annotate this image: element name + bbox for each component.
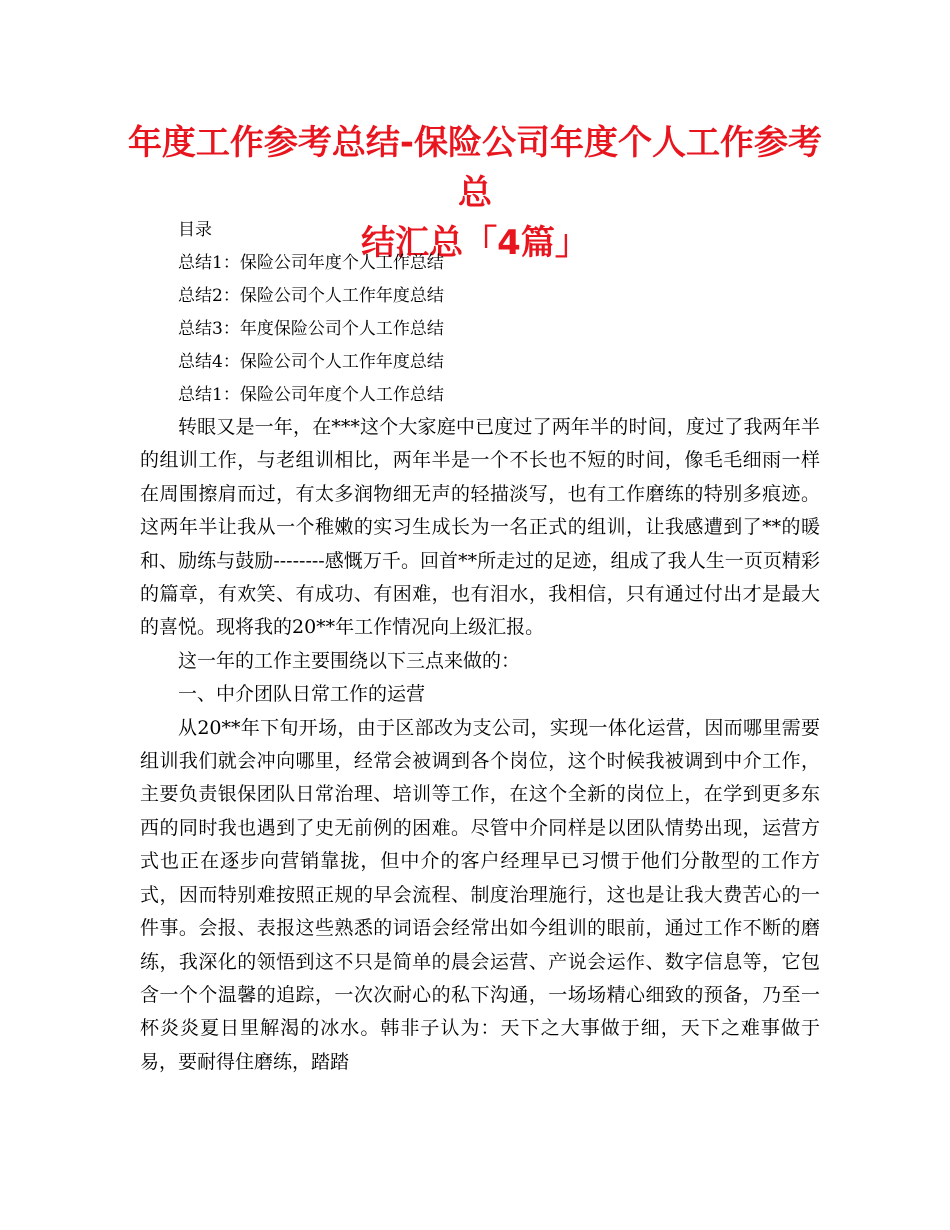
paragraph-summary-lead: 这一年的工作主要围绕以下三点来做的： bbox=[178, 649, 521, 672]
toc-item: 总结3：年度保险公司个人工作总结 bbox=[178, 319, 444, 339]
toc-item: 总结1：保险公司年度个人工作总结 bbox=[178, 253, 444, 273]
paragraph-intro: 转眼又是一年，在***这个大家庭中已度过了两年半的时间，度过了我两年半的组训工作，与老组训相比，两年半是一个不长也不短的时间，像毛毛细雨一样在周围擦肩而过，有太多润物细无声的轻描淡写，也有工作磨练的特别多痕迹。这两年半让我从一个稚嫩的实习生成长为一名正式的组训，让我感遭到了**的暖和、励练与鼓励--------感慨万千。回首**所走过的足迹，组成了我人生一页页精彩的篇章，有欢笑、有成功、有困难，也有泪水，我相信，只有通过付出才是最大的喜悦。现将我的20**年工作情况向上级汇报。 bbox=[140, 416, 820, 639]
title-line-2: 结汇总「4篇」 bbox=[361, 223, 589, 263]
toc-heading: 目录 bbox=[178, 220, 212, 240]
table-of-contents bbox=[178, 214, 444, 412]
document-body bbox=[140, 411, 820, 1079]
title-line-1: 年度工作参考总结-保险公司年度个人工作参考总 bbox=[127, 123, 823, 213]
toc-item: 总结1：保险公司年度个人工作总结 bbox=[178, 385, 444, 405]
paragraph-section-1: 从20**年下旬开场，由于区部改为支公司，实现一体化运营，因而哪里需要组训我们就会冲向哪里，经常会被调到各个岗位，这个时候我被调到中介工作，主要负责银保团队日常治理、培训等工作，在这个全新的岗位上，在学到更多东西的同时我也遇到了史无前例的困难。尽管中介同样是以团队情势出现，运营方式也正在逐步向营销靠拢，但中介的客户经理早已习惯于他们分散型的工作方式，因而特别难按照正规的早会流程、制度治理施行，这也是让我大费苦心的一件事。会报、表报这些熟悉的词语会经常出如今组训的眼前，通过工作不断的磨练，我深化的领悟到这不只是简单的晨会运营、产说会运作、数字信息等，它包含一个个温馨的追踪，一次次耐心的私下沟通，一场场精心细致的预备，乃至一杯炎炎夏日里解渴的冰水。韩非子认为：天下之大事做于细，天下之难事做于易，要耐得住磨练，踏踏 bbox=[140, 716, 820, 1073]
toc-item: 总结4：保险公司个人工作年度总结 bbox=[178, 352, 444, 372]
section-heading: 一、中介团队日常工作的运营 bbox=[178, 683, 426, 706]
toc-item: 总结2：保险公司个人工作年度总结 bbox=[178, 286, 444, 306]
